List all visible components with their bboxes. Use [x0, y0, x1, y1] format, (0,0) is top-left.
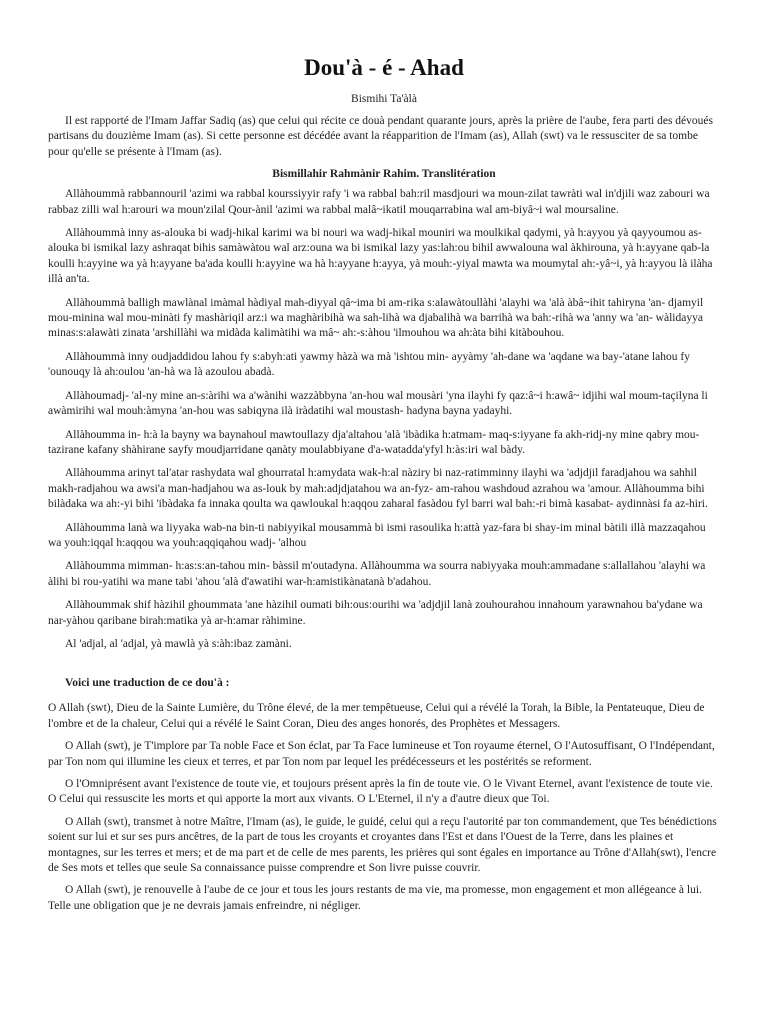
translit-paragraph: Allàhoumma mimman- h:as:s:an-tahou min- bàssil m'outadyna. Allàhoumma wa sourra nabiyyaka mouh:ammadane s:allallahou 'alayhi wa àlihi bi rou-yatihi wa mane tabi 'ahou 'alà d'awatihi war-h:amistikànatanà b'adahou. — [48, 560, 706, 588]
translit-paragraph: Allàhoummà rabbannouril 'azimi wa rabbal kourssiyyir rafy 'i wa rabbal bah:ril masdjouri wa moun-zilat tawràti wal in'djili waz zabouri wa rabbaz zilli wal h:arouri wa moun'zilal Qour-ànil 'azimi wa rabbal malâ~ikatil mouqarrabina wal am-biyâ~i wal moursaline. — [48, 188, 710, 216]
translation-paragraph: O Allah (swt), transmet à notre Maître, l'Imam (as), le guide, le guidé, celui qui a reçu l'autorité par ton commandement, que Tes bénédictions soient sur lui et sur ses purs ancêtres, de la part de tous les croyants et croyantes dans l'Est et dans l'Ouest de la Terre, dans les plaines et montagnes, sur les terres et mers; et de ma part et de celle de mes parents, les prières qui sont égales en importance au Trône d'Allah(swt), l'encre de Ses mots et telles que seule Sa connaissance puisse comprendre et Son livre puisse couvrir. — [48, 815, 717, 875]
translation-paragraph: O l'Omniprésent avant l'existence de toute vie, et toujours présent après la fin de toute vie. O le Vivant Eternel, avant l'existence de toute vie. O Celui qui ressuscite les morts et qui apporte la mort aux vivants. O L'Eternel, il n'y a d'autre dieux que Toi. — [48, 778, 713, 806]
bismihi-line: Bismihi Ta'àlà — [351, 93, 417, 105]
document-title: Dou'à - é - Ahad — [304, 55, 464, 80]
translit-paragraph: Allàhoumma arinyt tal'atar rashydata wal ghourratal h:amydata wak-h:al nàziry bi naz-ratimminny ilayhi wa 'adjdjil faradjahou wa sahhil makh-radjahou wa awsi'a man-hadjahou wa as-louk by mah:adjdjatahou wa an-fyz- am-rahou washdoud azrahou wa 'amour. Allàhoumma bihi bilàdaka wa ah:-yi bihi 'ibàdaka fa innaka qoulta wa qawloukal h:aqqou zaharal fasàdou fyl barri wal bah:-ri bimà kasabat- aydinnàsi fa az-hiri. — [48, 467, 708, 511]
translit-paragraph: Allàhoummà inny oudjaddidou lahou fy s:abyh:ati yawmy hàzà wa mà 'ishtou min- ayyàmy 'ah-dane wa 'aqdane wa bay-'atane lahou fy 'ounouqy là ah:oulou 'an-hà wa là azoulou abadà. — [48, 350, 690, 379]
translation-paragraph: O Allah (swt), je T'implore par Ta noble Face et Son éclat, par Ta Face lumineuse et Ton royaume éternel, O l'Autosuffisant, O l'Indépendant, par Ton nom qui illumine les cieux et terres, et par Ton nom par lequel les prédécesseurs et les postérités se reforment. — [48, 740, 715, 768]
translit-paragraph: Allàhoumadj- 'al-ny mine an-s:àrihi wa a'wànihi wazzàbbyna 'an-hou wal mousàri 'yna ilayhi fy qaz:â~i h:awâ~ idjihi wal moum-taçilyna li awàmirihi wal mouh:àmyna 'an-hou was sabiqyna ilà iràdatihi wal moustash- hadyna bayna yadayhi. — [48, 389, 708, 418]
translit-paragraph: Allàhoumma in- h:à la bayny wa baynahoul mawtoullazy dja'altahou 'alà 'ibàdika h:atmam- maq-s:iyyane fa akh-ridj-ny mine qabry mou-tazirane kafany shàhirane sayfy moudjarridane qanàty moulabbiyane d'a-watadda'yfyl h:às:iri wal bàdy. — [48, 428, 700, 456]
transliteration-section — [48, 187, 720, 652]
intro-paragraph: Il est rapporté de l'Imam Jaffar Sadiq (as) que celui qui récite ce douà pendant quarante jours, après la prière de l'aube, fera parti des dévoués partisans du douzième Imam (as). Si cette personne est décédée avant la réapparition de l'Imam (as), Allah (swt) va le ressusciter de sa tombe pour qu'elle se présente à l'Imam (as). — [48, 115, 713, 158]
translit-paragraph: Allàhoummà balligh mawlànal imàmal hàdiyal mah-diyyal qâ~ima bi am-rika s:alawàtoullàhi 'alayhi wa 'alà àbâ~ihit tahiryna 'an- djamyil mou-minina wal mou-minàti fy mashàriqil arz:i wa maghàribihà wa sah-lihà wa djabalihà wa barrihà wa bah:-rihà wa 'anny wa 'an- wàlidayya minas:s:alawàti zinata 'arshillàhi wa midàda kalimàtihi wa mâ~ ah:-s:àhou 'ilmouhou wa ah:àta bihi kitàbouhou. — [48, 296, 704, 340]
translation-section — [48, 701, 720, 914]
translit-paragraph: Al 'adjal, al 'adjal, yà mawlà yà s:àh:ibaz zamàni. — [65, 637, 292, 650]
translation-heading: Voici une traduction de ce dou'à : — [65, 677, 230, 690]
translit-paragraph: Allàhoummà inny as-alouka bi wadj-hikal karimi wa bi nouri wa wadj-hikal mouniri wa moulkikal qadymi, yà h:ayyou yà qayyoumou as-alouka bi ismikal lazy ashraqat bihis samàwàtou wal arz:ouna wa bi ismikal lazy yas:lah:ou bihil awwalouna wal àkhirouna, yà h:ayyane qab-la koulli h:ayyine wa yà h:ayyane ba'ada koulli h:ayyine wa hà h:ayyane h:ayya, yà mouh:-yiyal mawta wa moumytal ah:-yâ~i, yà h:ayyou là ilàha illà an'ta. — [48, 227, 713, 286]
translation-paragraph: O Allah (swt), je renouvelle à l'aube de ce jour et tous les jours restants de ma vie, ma promesse, mon engagement et mon allégeance à lui. Telle une obligation que je ne devrais jamais enfreindre, ni négliger. — [48, 884, 702, 912]
translit-paragraph: Allàhoumma lanà wa liyyaka wab-na bin-ti nabiyyikal mousammà bi ismi rasoulika h:attà yaz-fara bi shay-im minal bàtili illà mazzaqahou wa youh:iqqal h:aqqou wa youh:aqqiqahou wadj- 'alhou — [48, 521, 706, 549]
translit-paragraph: Allàhoummak shif hàzihil ghoummata 'ane hàzihil oumati bih:ous:ourihi wa 'adjdjil lanà zouhourahou innahoum yarawnahou ba'ydane wa nar-yàhou qaribane birah:matika yà ar-h:amar ràhimine. — [48, 599, 703, 627]
transliteration-heading: Bismillahir Rahmànir Rahim. Translitération — [272, 168, 496, 181]
translation-paragraph: O Allah (swt), Dieu de la Sainte Lumière, du Trône élevé, de la mer tempêtueuse, Celui qui a révélé la Torah, la Bible, la Pentateuque, Dieu de l'ombre et de la chaleur, Celui qui a révélé le Saint Coran, Dieu des anges honorés, des Prophètes et Messagers. — [48, 702, 705, 730]
